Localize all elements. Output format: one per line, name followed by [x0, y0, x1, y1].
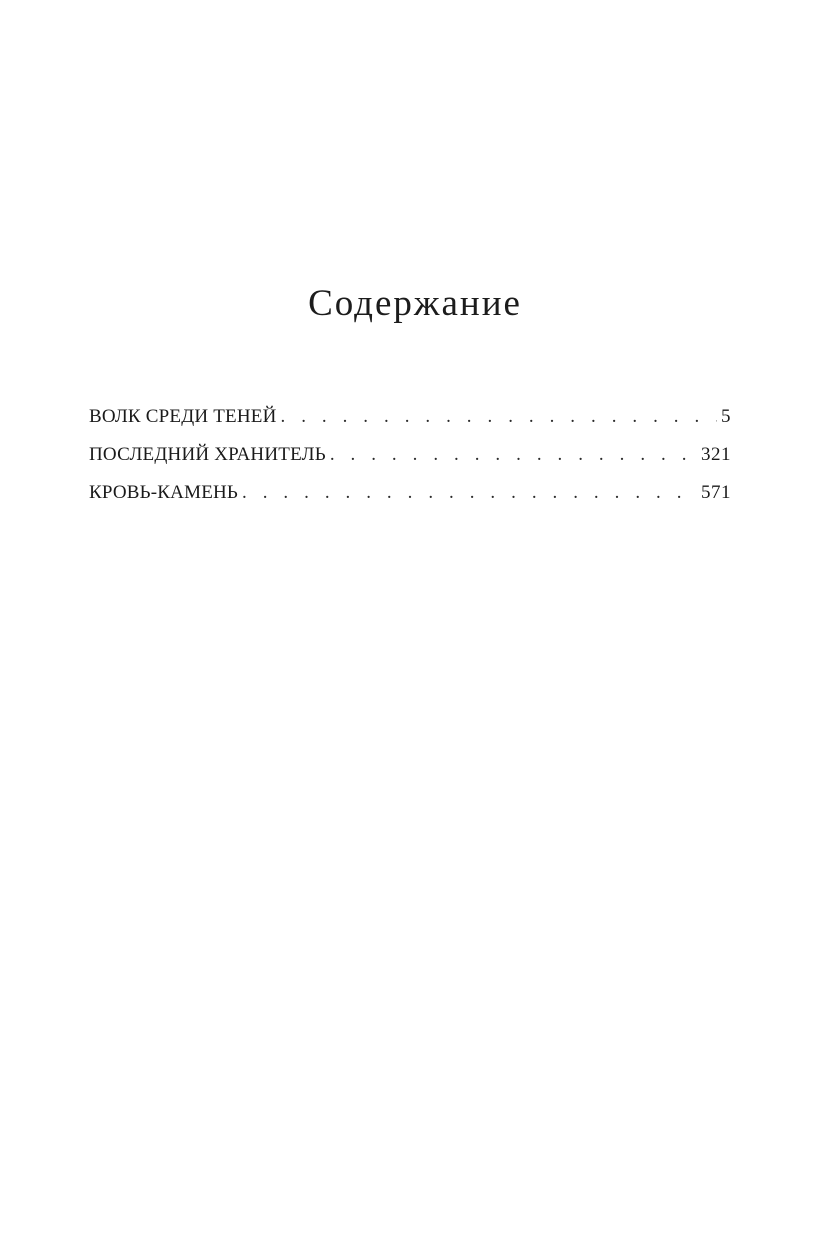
toc-entry-title: КРОВЬ-КАМЕНЬ [89, 482, 239, 503]
dot-leader [281, 403, 718, 431]
dot-leader [330, 441, 697, 469]
toc-entry[interactable] [89, 403, 731, 441]
table-of-contents [89, 403, 731, 517]
toc-page-number: 5 [721, 406, 731, 427]
toc-page-number: 321 [701, 444, 731, 465]
dot-leader [242, 479, 697, 507]
toc-entry-title: ПОСЛЕДНИЙ ХРАНИТЕЛЬ [89, 444, 326, 465]
page-title: Содержание [308, 283, 522, 324]
toc-entry-title: ВОЛК СРЕДИ ТЕНЕЙ [89, 406, 277, 427]
toc-entry[interactable] [89, 479, 731, 517]
toc-entry[interactable] [89, 441, 731, 479]
toc-page-number: 571 [701, 482, 731, 503]
